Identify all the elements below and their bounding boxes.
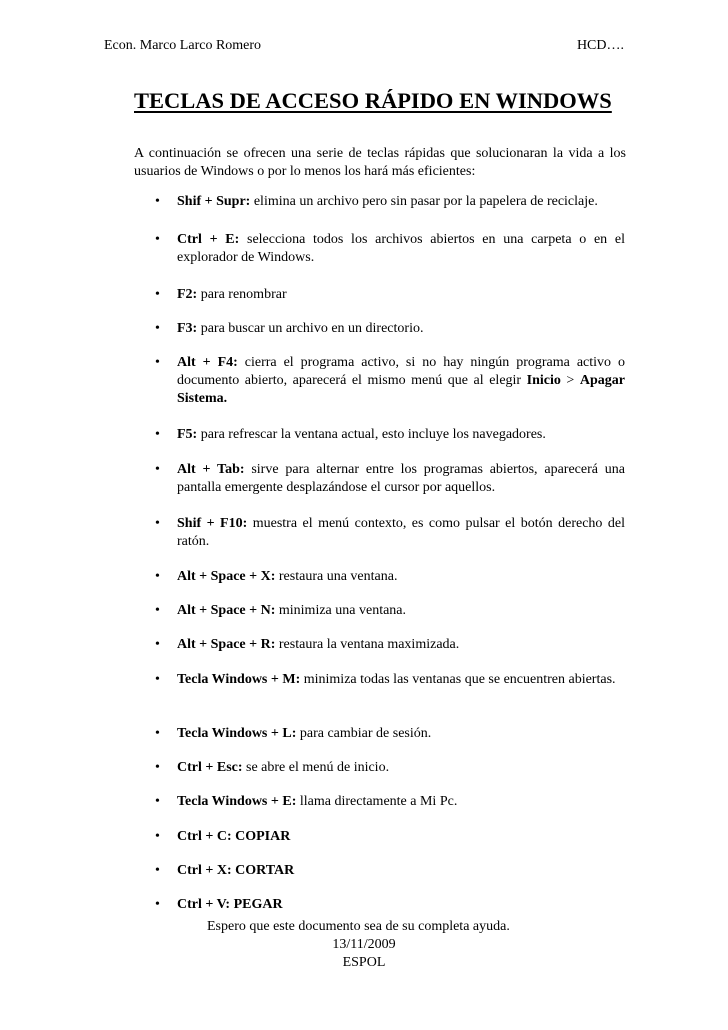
bullet-icon: • xyxy=(155,794,160,809)
bullet-icon: • xyxy=(155,287,160,302)
document-title: TECLAS DE ACCESO RÁPIDO EN WINDOWS xyxy=(134,88,612,113)
bullet-icon: • xyxy=(155,897,160,912)
bullet-icon: • xyxy=(155,427,160,442)
bullet-icon: • xyxy=(155,569,160,584)
header-code: HCD…. xyxy=(576,38,624,53)
bullet-icon: • xyxy=(155,194,160,209)
bullet-icon: • xyxy=(155,829,160,844)
bullet-icon: • xyxy=(155,603,160,618)
bullet-icon: • xyxy=(155,726,160,741)
header-author: Econ. Marco Larco Romero xyxy=(104,38,262,53)
bullet-icon: • xyxy=(155,516,160,531)
bullet-icon: • xyxy=(155,637,160,652)
bullet-icon: • xyxy=(155,760,160,775)
page-header xyxy=(104,38,624,54)
footer-message: Espero que este documento sea de su completa ayuda. xyxy=(207,919,510,934)
bullet-icon: • xyxy=(155,321,160,336)
bullet-icon: • xyxy=(155,232,160,247)
footer-date: 13/11/2009 xyxy=(332,937,396,952)
bullet-icon: • xyxy=(155,863,160,878)
intro-paragraph: A continuación se ofrecen una serie de teclas rápidas que solucionaran la vida a los usuarios de Windows o por lo menos los hará más eficientes: xyxy=(134,146,626,179)
bullet-icon: • xyxy=(155,462,160,477)
bullet-icon: • xyxy=(155,355,160,370)
footer-organization: ESPOL xyxy=(342,955,386,970)
bullet-icon: • xyxy=(155,672,160,687)
